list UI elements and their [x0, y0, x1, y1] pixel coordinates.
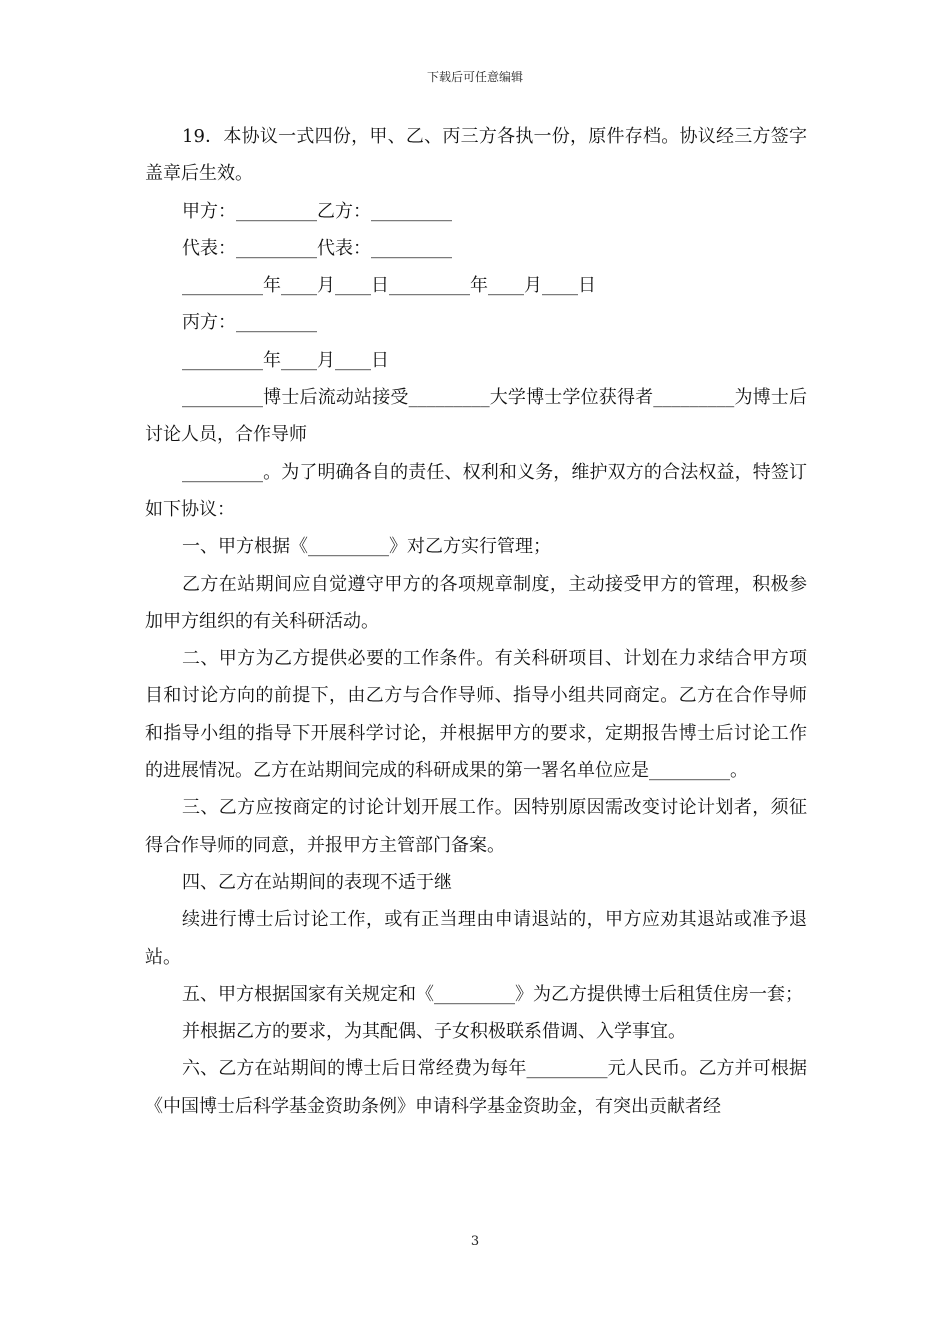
clause-19: 19．本协议一式四份，甲、乙、丙三方各执一份，原件存档。协议经三方签字盖章后生效。	[145, 126, 807, 185]
clause-2: 二、甲方为乙方提供必要的工作条件。有关科研项目、计划在力求结合甲方项目和讨论方向的前提下，由乙方与合作导师、指导小组共同商定。乙方在合作导师和指导小组的指导下开展科学讨论，并根据甲方的要求，定期报告博士后讨论工作的进展情况。乙方在站期间完成的科研成果的第一署名单位应是_________。	[145, 648, 807, 782]
intro-paragraph-cont: _________。为了明确各自的责任、权利和义务，维护双方的合法权益，特签订如下协议：	[145, 461, 807, 520]
clause-3: 三、乙方应按商定的讨论计划开展工作。因特别原因需改变讨论计划者，须征得合作导师的同意，并报甲方主管部门备案。	[145, 797, 807, 856]
signature-party-a-b: 甲方：_________乙方：_________	[182, 200, 452, 222]
signature-dates: _________年____月____日_________年____月____日	[182, 275, 596, 297]
clause-4: 四、乙方在站期间的表现不适于继	[182, 871, 452, 893]
clause-4-cont: 续进行博士后讨论工作，或有正当理由申请退站的，甲方应劝其退站或准予退站。	[145, 909, 807, 968]
clause-6: 六、乙方在站期间的博士后日常经费为每年_________元人民币。乙方并可根据《中国博士后科学基金资助条例》申请科学基金资助金，有突出贡献者经	[145, 1058, 807, 1117]
clause-1-detail: 乙方在站期间应自觉遵守甲方的各项规章制度，主动接受甲方的管理，积极参加甲方组织的有关科研活动。	[145, 573, 807, 632]
document-body	[145, 118, 807, 1125]
signature-date-c: _________年____月____日	[182, 349, 389, 371]
clause-5-cont: 并根据乙方的要求，为其配偶、子女积极联系借调、入学事宜。	[182, 1021, 686, 1043]
clause-5: 五、甲方根据国家有关规定和《_________》为乙方提供博士后租赁住房一套；	[182, 983, 803, 1005]
page-number: 3	[470, 1234, 480, 1249]
intro-paragraph: _________博士后流动站接受_________大学博士学位获得者_________为博士后讨论人员，合作导师	[145, 387, 807, 446]
signature-party-c: 丙方：_________	[182, 312, 317, 334]
clause-1: 一、甲方根据《_________》对乙方实行管理；	[182, 536, 551, 558]
page-header: 下载后可任意编辑	[426, 70, 523, 84]
signature-representatives: 代表：_________代表：_________	[182, 237, 452, 259]
